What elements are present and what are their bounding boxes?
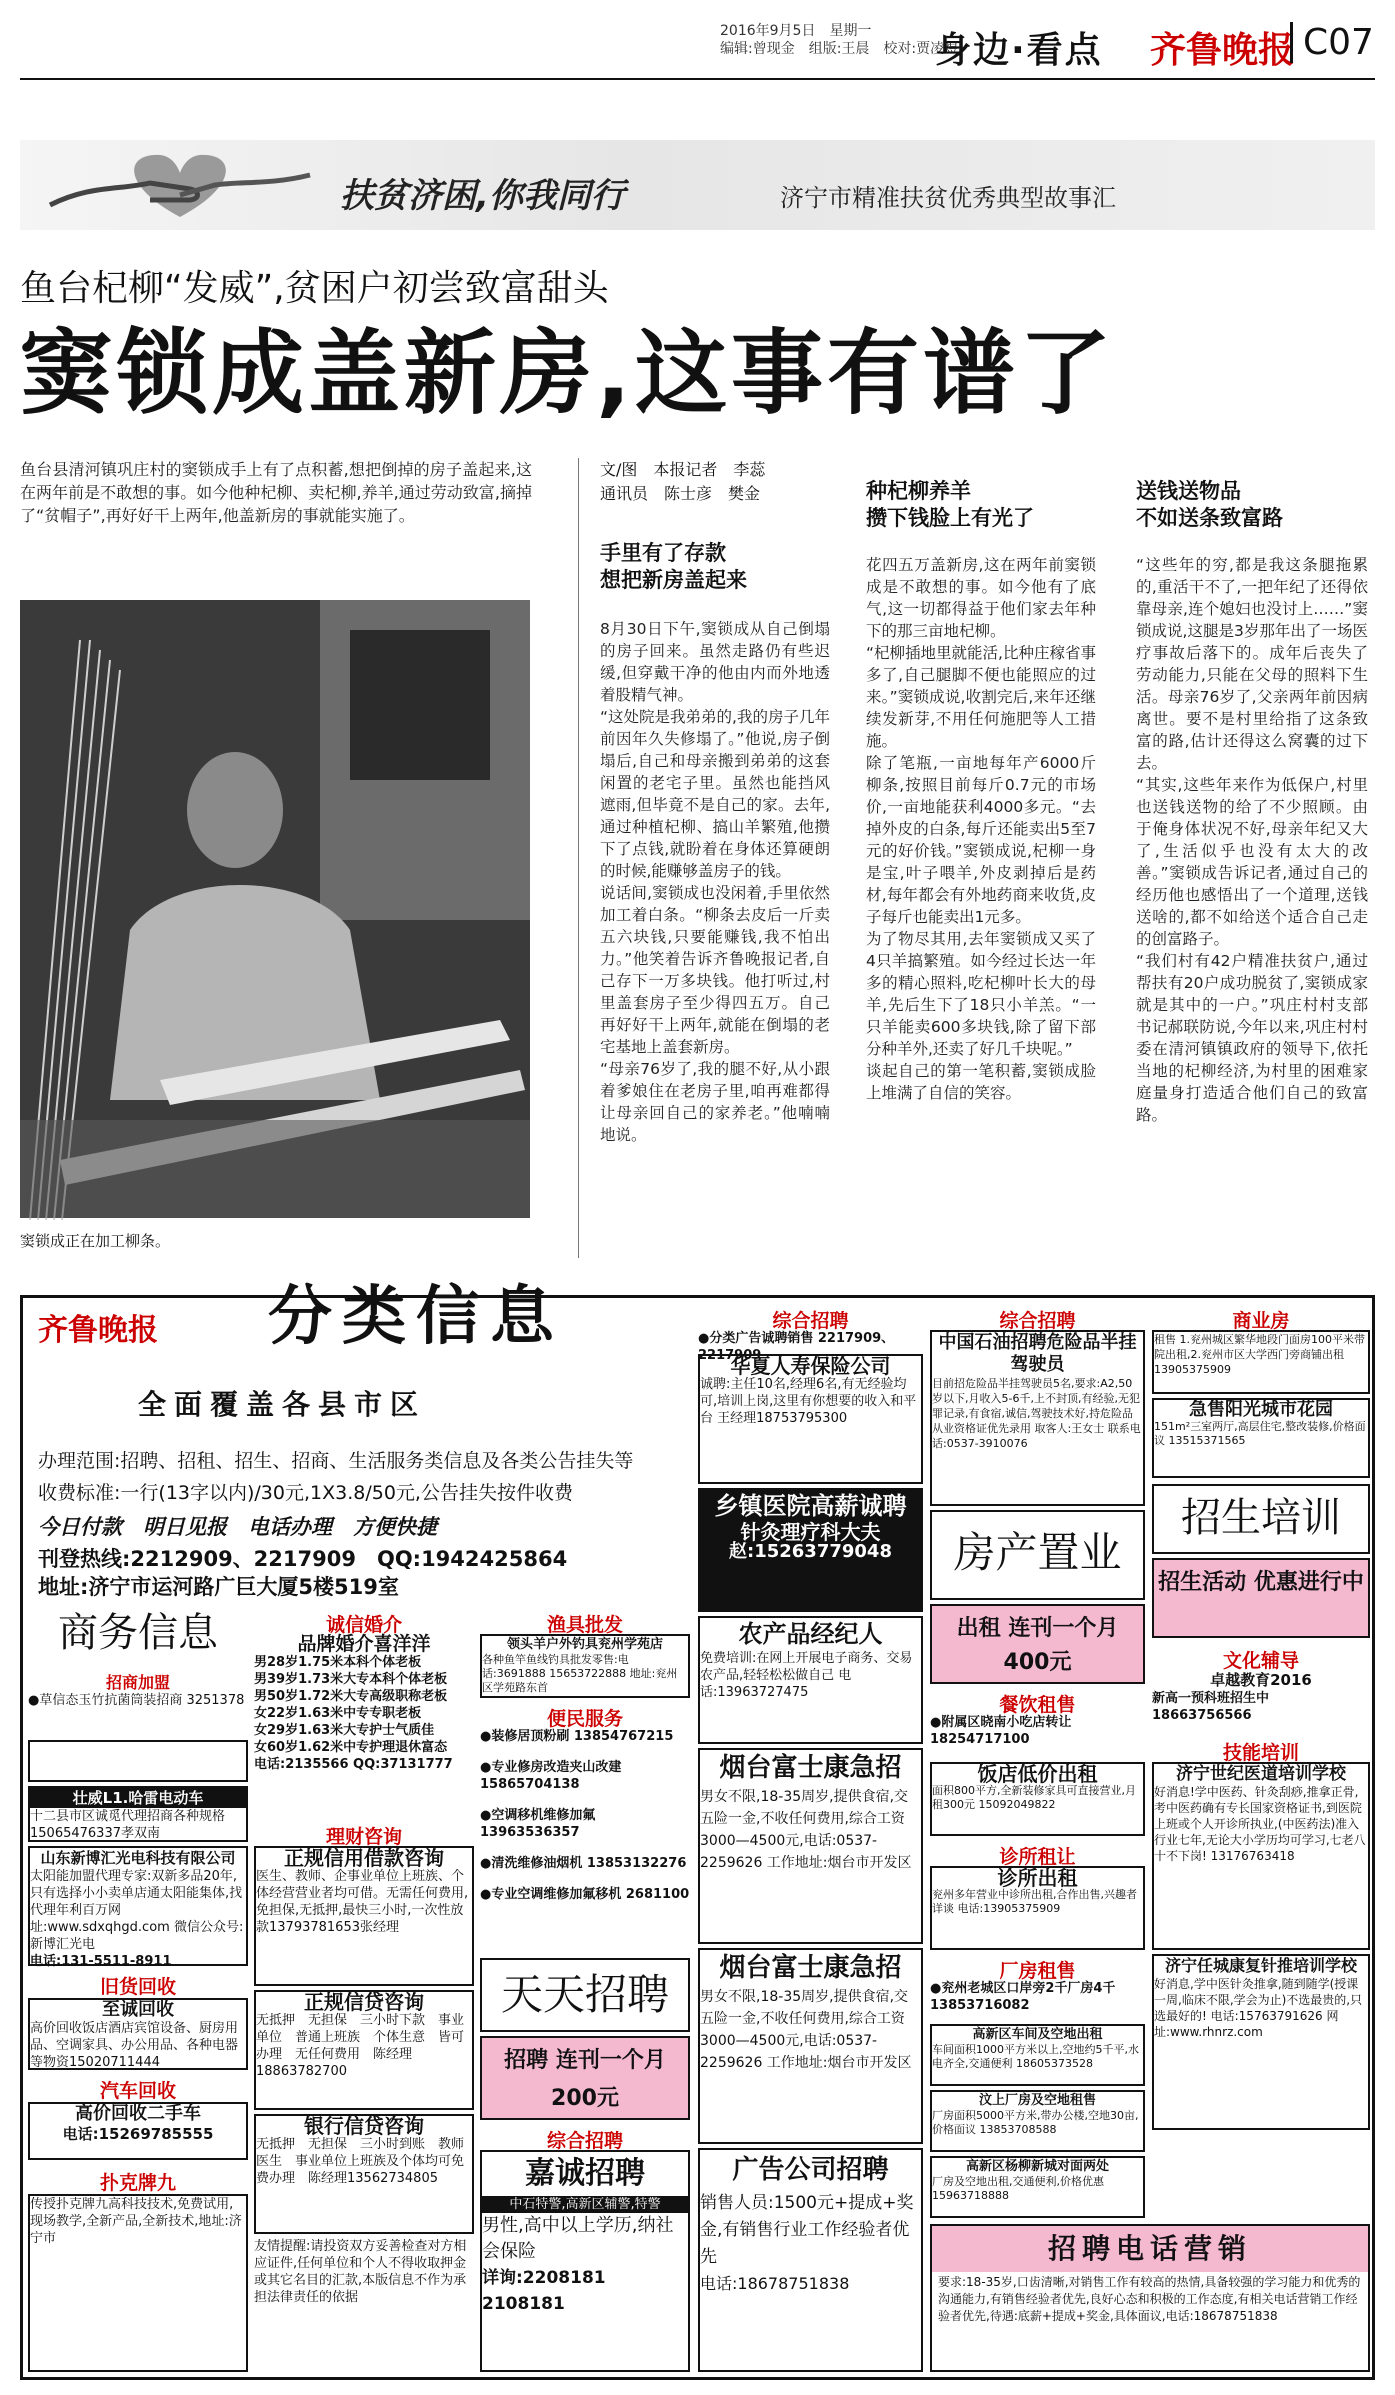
restaurant-rent-text: 面积800平方,全新装修家具可直接营业,月租300元 15092049822 (932, 1784, 1136, 1811)
handshake-heart-icon (30, 145, 330, 225)
column-divider (578, 458, 579, 1258)
jiacheng-text: 男性,高中以上学历,纳社会保险 (482, 2215, 674, 2262)
classifieds-masthead (28, 1280, 693, 1603)
telemarketing-ad (930, 2224, 1370, 2372)
classifieds-scope: 办理范围:招聘、招租、招生、招商、生活服务类信息及各类公告挂失等 (38, 1450, 634, 1472)
training-offer (1152, 1558, 1370, 1638)
solar-ad (28, 1846, 248, 1969)
telemarketing-text: 要求:18-35岁,口齿清晰,对销售工作有较高的热情,具备较强的学习能力和优秀的沟通能力,有销售经验者优先,良好心态和积极的工作态度,有相关电话营销工作经验者优先,待遇:底薪+提成+奖金,具体面议,电话:18678751838 (938, 2275, 1361, 2323)
farm-broker-title: 农产品经纪人 (738, 1620, 883, 1648)
matchmaking-ad (254, 1634, 474, 1818)
daily-recruit-offer (480, 2036, 690, 2120)
convenience-header: 便民服务 (546, 1708, 623, 1730)
foxconn-ad-2 (698, 1948, 923, 2144)
matchmaking-item: 女22岁1.63米中专专职老板 (254, 1706, 422, 1721)
fishing-gear-ad (480, 1634, 690, 1698)
medical-school-ad-1 (1152, 1762, 1370, 1950)
loan-ad-3-text: 无抵押 无担保 三小时到账 教师 医生 事业单位上班族及个体均可免费办理 陈经理13562734805 (256, 2137, 478, 2186)
section-title: 身边·看点 (935, 30, 1103, 71)
convenience-list (480, 1728, 690, 1954)
photo-caption: 窦锁成正在加工柳条。 (20, 1232, 171, 1250)
factory-3-text: 厂房及空地出租,交通便利,价格优惠 15963718888 (932, 2175, 1104, 2202)
sinopec-title: 中国石油招聘危险品半挂驾驶员 (938, 1332, 1137, 1375)
classifieds-price: 收费标准:一行(13字以内)/30元,1X3.8/50元,公告挂失按件收费 (38, 1482, 573, 1504)
realty-box (930, 1510, 1145, 1600)
clinic-ad (930, 1866, 1145, 1950)
factory-1-text: 车间面积1000平方米以上,空地约5千平,水电齐全,交通便利 18605373528 (932, 2043, 1139, 2070)
loan-warning: 友情提醒:请投资双方妥善检查对方相应证件,任何单位和个人不得收取押金或其它名目的汇款,本版信息不作为承担法律责任的依据 (254, 2239, 467, 2305)
sinopec-ad (930, 1330, 1145, 1506)
factory-ad-1 (930, 2024, 1145, 2086)
article-kicker: 鱼台杞柳“发威”,贫困户初尝致富甜头 (20, 268, 609, 309)
article-column-2: 花四五万盖新房,这在两年前窦锁成是不敢想的事。如今他有了底气,这一切都得益于他们家去年种下的那三亩地杞柳。 “杞柳插地里就能活,比种庄稼省事多了,自己腿脚不便也能照应的过来。”窦锁成说,收割完后,来年还继续发新芽,不用任何施肥等人工措施。 除了笔瓶,一亩地每年产6000斤柳条,按照目前每斤0.7元的市场价,一亩地能获利4000多元。“去掉外皮的白条,每斤还能卖出5至7元的好价钱。”窦锁成说,杞柳一身是宝,叶子喂羊,外皮剥掉后是药材,每年都会有外地药商来收货,皮子每斤也能卖出1元多。 为了物尽其用,去年窦锁成又买了4只羊搞繁殖。如今经过长达一年多的精心照料,吃杞柳叶长大的母羊,先后生下了18只小羊羔。“一只羊能卖600多块钱,除了留下部分种羊外,还卖了好几千块呢。” 谈起自己的第一笔积蓄,窦锁成脸上堆满了自信的笑容。 (866, 556, 1096, 1102)
subhead-2: 种杞柳养羊 攒下钱脸上有光了 (866, 479, 1034, 530)
huaxia-title: 华夏人寿保险公司 (730, 1354, 891, 1378)
jiacheng-title: 嘉诚招聘 (525, 2156, 645, 2191)
man-weaving-photo-icon (20, 600, 530, 1218)
medical-school-2-title: 济宁任城康复针推培训学校 (1164, 1956, 1357, 1975)
commercial-ad: 租售 1.兖州城区繁华地段门面房100平米带院出租,2.兖州市区大学西门旁商铺出租 13905375909 (1152, 1330, 1370, 1394)
factory-ad: ●兖州老城区口岸旁2千厂房4千 13853716082 (930, 1981, 1116, 2013)
medical-school-1-text: 好消息!学中医药、针灸刮痧,推拿正骨,考中医药确有专长国家资格证书,到医院上班或个人开诊所执业,(中医药法)准入行业七年,无论大小学历均可学习,七老八十不下岗! 13176763418 (1154, 1785, 1366, 1863)
medical-school-1-title: 济宁世纪医道培训学校 (1176, 1764, 1346, 1784)
rent-offer-text: 出租 连刊一个月 400元 (956, 1616, 1119, 1675)
jiacheng-sub: 中石特警,高新区辅警,特警 (482, 2196, 688, 2213)
loan-ad-2-title: 正规信贷咨询 (304, 1990, 424, 2014)
sunshine-city-ad (1152, 1398, 1370, 1478)
recycle-title: 至诚回收 (102, 1999, 174, 2020)
finance-header: 理财咨询 (325, 1826, 402, 1848)
medical-school-2-text: 好消息,学中医针灸推拿,随到随学(授课一周,临床不限,学会为止)不选最贵的,只选最好的! 电话:15763791626 网址:www.rhnrz.com (1154, 1977, 1363, 2039)
skill-header: 技能培训 (1222, 1742, 1299, 1764)
banner-subtitle: 济宁市精准扶贫优秀典型故事汇 (780, 184, 1116, 212)
ad-company-ad (698, 2148, 923, 2372)
restaurant-rent-ad (930, 1762, 1145, 1836)
recycle-text: 高价回收饭店酒店宾馆设备、厨房用品、空调家具、办公用品、各种电器等物资15020711444 (30, 2021, 239, 2070)
article-column-1: 8月30日下午,窦锁成从自己倒塌的房子回来。虽然走路仍有些迟缓,但穿戴干净的他由内而外地透着股精气神。 “这处院是我弟弟的,我的房子几年前因年久失修塌了。”他说,房子倒塌后,自己和母亲搬到弟弟的这套闲置的老宅子里。虽然也能挡风遮雨,但毕竟不是自己的家。去年,通过种植杞柳、搞山羊繁殖,他攒下了点钱,就盼着在身体还算硬朗的时候,能赚够盖房子的钱。 说话间,窦锁成也没闲着,手里依然加工着白条。“柳条去皮后一斤卖五六块钱,只要能赚钱,我不怕出力。”他笑着告诉齐鲁晚报记者,自己存下一万多块钱。他打听过,村里盖套房子至少得四五万。自己再好好干上两年,就能在倒塌的老宅基地上盖套新房。 “母亲76岁了,我的腿不好,从小跟着爹娘住在老房子里,咱再难都得让母亲回自己的家养老。”他喃喃地说。 (600, 620, 830, 1144)
subhead-1: 手里有了存款 想把新房盖起来 (600, 541, 747, 592)
zhuoyue-text: 新高一预科班招生中 18663756566 (1152, 1691, 1270, 1723)
matchmaking-item: 男28岁1.75米本科个体老板 (254, 1655, 422, 1670)
training-box (1152, 1484, 1370, 1554)
biz-join-header: 招商加盟 (105, 1673, 170, 1692)
foxconn-2-text: 男女不限,18-35周岁,提供食宿,交五险一金,不收任何费用,综合工资3000—4500元,电话:0537-2259626 工作地址:烟台市开发区 (700, 1989, 912, 2071)
car-text: 高价回收二手车 (75, 2103, 201, 2124)
matchmaking-item: 男39岁1.73米大专本科个体老板 (254, 1672, 448, 1687)
jiacheng-phone: 详询:2208181 2108181 (482, 2268, 606, 2314)
recycle-header: 旧货回收 (99, 1976, 176, 1998)
restaurant-rent-title: 饭店低价出租 (977, 1762, 1098, 1786)
sunshine-city-title: 急售阳光城市花园 (1189, 1399, 1333, 1420)
biz-join-ad-2 (28, 1740, 248, 1782)
general-recruit-header-a: 综合招聘 (772, 1310, 849, 1332)
daily-recruit-title: 天天招聘 (500, 1970, 669, 2019)
classifieds-title: 分类信息 (268, 1280, 564, 1354)
poker-header: 扑克牌九 (99, 2172, 176, 2194)
matchmaking-title: 品牌婚介喜洋洋 (297, 1633, 431, 1655)
loan-ad-1-text: 医生、教师、企事业单位上班族、个体经营营业者均可借。无需任何费用,免担保,无抵押,最快三小时,一次性放款13793781653张经理 (256, 1869, 469, 1935)
loan-ad-2-text: 无抵押 无担保 三小时下款 事业单位 普通上班族 个体生意 皆可办理 无任何费用 陈经理18863782700 (256, 2013, 465, 2079)
car-phone: 电话:15269785555 (62, 2125, 214, 2143)
article-photo (20, 600, 530, 1218)
classifieds-logo: 齐鲁晚报 (38, 1313, 158, 1348)
convenience-item: ●清洗维修油烟机 13853132276 (480, 1856, 687, 1871)
solar-text: 太阳能加盟代理专家:双新多品20年,只有选择小小卖单店通太阳能集体,找代理年利百万网址:www.sdxqhgd.com 微信公众号:新博汇光电 (30, 1869, 244, 1952)
poker-ad: 传授扑克牌九高科技技术,免费试用,现场教学,全新产品,全新技术,地址:济宁市 (28, 2194, 248, 2372)
date-line: 2016年9月5日 星期一 (720, 23, 872, 39)
daily-recruit-box (480, 1958, 690, 2032)
matchmaking-item: 女60岁1.62米中专护理退休富态 (254, 1740, 448, 1755)
banner-title: 扶贫济困,你我同行 (340, 176, 625, 216)
biz-title: 商务信息 (58, 1610, 218, 1656)
convenience-item: ●空调移机维修加氟 13963536357 (480, 1808, 596, 1840)
fishing-gear-title: 领头羊户外钓具兖州学苑店 (506, 1637, 663, 1652)
matchmaking-header: 诚信婚介 (325, 1614, 402, 1636)
factory-3-title: 高新区杨柳新城对面两处 (965, 2159, 1109, 2174)
clinic-header: 诊所租让 (999, 1846, 1076, 1868)
classifieds-phone: 刊登热线:2212909、2217909 QQ:1942425864 (38, 1547, 568, 1571)
factory-ad-2 (930, 2090, 1145, 2152)
loan-ad-3 (254, 2114, 478, 2234)
matchmaking-item: 女29岁1.63米大专护士气质佳 (254, 1723, 435, 1738)
ad-company-title: 广告公司招聘 (732, 2155, 889, 2185)
zhuoyue-title: 卓越教育2016 (1210, 1671, 1312, 1689)
farm-broker-ad (698, 1616, 923, 1744)
article-lead: 鱼台县清河镇巩庄村的窦锁成手上有了点积蓄,想把倒掉的房子盖起来,这在两年前是不敢想的事。如今他种杞柳、卖杞柳,养羊,通过劳动致富,摘掉了“贫帽子”,再好好干上两年,他盖新房的事就能实施了。 (20, 460, 532, 525)
clinic-text: 兖州多年营业中诊所出租,合作出售,兴趣者详谈 电话:13905375909 (932, 1888, 1137, 1915)
classifieds-motto: 今日付款 明日见报 电话办理 方便快捷 (38, 1515, 437, 1539)
factory-2-text: 厂房面积5000平方米,带办公楼,空地30亩,价格面议 13853708588 (932, 2109, 1139, 2136)
foxconn-1-text: 男女不限,18-35周岁,提供食宿,交五险一金,不收任何费用,综合工资3000—4500元,电话:0537-2259626 工作地址:烟台市开发区 (700, 1789, 912, 1871)
jiacheng-ad (480, 2150, 690, 2372)
training-title: 招生培训 (1181, 1495, 1341, 1541)
hospital-phone: 赵:15263779048 (729, 1541, 892, 1562)
huaxia-ad (698, 1354, 923, 1484)
telemarketing-title: 招聘电话营销 (932, 2226, 1368, 2272)
general-recruit-header-c: 综合招聘 (999, 1310, 1076, 1332)
daily-recruit-offer-text: 招聘 连刊一个月 200元 (504, 2048, 666, 2111)
convenience-item: ●专业空调维修加氟移机 2681100 (480, 1887, 690, 1902)
car-header: 汽车回收 (99, 2080, 176, 2102)
loan-ad-2 (254, 1990, 474, 2110)
article-column-3: “这些年的穷,都是我这条腿拖累的,重活干不了,一把年纪了还得依靠母亲,连个媳妇也没讨上……”窦锁成说,这腿是3岁那年出了一场医疗事故后落下的。成年后丧失了劳动能力,只能在父母的照料下生活。母亲76岁了,父亲两年前因病离世。要不是村里给指了这条致富的路,估计还得这么窝囊的过下去。 “其实,这些年来作为低保户,村里也送钱送物的给了不少照顾。由于俺身体状况不好,母亲年纪又大了,生活似乎也没有太大的改善。”窦锁成告诉记者,通过自己的经历他也感悟出了一个道理,送钱送啥的,都不如给送个适合自己走的创富路子。 “我们村有42户精准扶贫户,通过帮扶有20户成功脱贫了,窦锁成家就是其中的一户。”巩庄村村支部书记郝联防说,今年以来,巩庄村村委在清河镇镇政府的领导下,依托当地的杞柳经济,为村里的困难家庭量身打造适合他们自己的致富路。 (1136, 556, 1368, 1124)
subhead-3: 送钱送物品 不如送条致富路 (1136, 479, 1283, 530)
ad-company-text: 销售人员:1500元+提成+奖金,有销售行业工作经验者优先 (700, 2193, 914, 2267)
foxconn-2-title: 烟台富士康急招 (719, 1953, 902, 1983)
factory-ad-3 (930, 2156, 1145, 2218)
editors-line: 编辑:曾现金 组版:王晨 校对:贾凌煜 (720, 41, 959, 57)
huaxia-text: 诚聘:主任10名,经理6名,有无经验均可,培训上岗,这里有你想要的收入和平台 王经理18753795300 (700, 1377, 917, 1426)
header-rule (20, 78, 1375, 80)
training-offer-text: 招生活动 优惠进行中 (1158, 1570, 1364, 1595)
fishing-gear-text: 各种鱼竿鱼线钓具批发零售:电话:3691888 15653722888 地址:兖州区学苑路东首 (482, 1653, 678, 1694)
newspaper-brand: 齐鲁晚报 (1150, 29, 1295, 71)
solar-phone: 电话:131-5511-8911 (30, 1954, 172, 1969)
matchmaking-phone: 电话:2135566 QQ:37131777 (254, 1757, 453, 1772)
commercial-header: 商业房 (1232, 1310, 1290, 1332)
factory-1-title: 高新区车间及空地出租 (972, 2027, 1103, 2042)
catering-ad: ●附属区晓南小吃店转让 18254717100 (930, 1715, 1072, 1747)
byline-correspondent: 通讯员 陈士彦 樊金 (600, 484, 761, 503)
byline-author: 文/图 本报记者 李蕊 (600, 460, 766, 479)
factory-2-title: 汶上厂房及空地租售 (978, 2093, 1096, 2108)
biz-join-ad: ●草信态玉竹抗菌筒装招商 3251378 (28, 1693, 245, 1708)
ebike-text: 十二县市区诚觅代理招商各种规格15065476337孝双南 (30, 1809, 226, 1841)
catering-header: 餐饮租售 (999, 1694, 1076, 1716)
sunshine-city-text: 151m²三室两厅,高层住宅,整改装修,价格面议 13515371565 (1154, 1420, 1366, 1447)
fishing-gear-header: 渔具批发 (546, 1614, 623, 1636)
header-date-block (720, 22, 958, 58)
car-ad (28, 2102, 248, 2160)
hospital-ad (698, 1488, 923, 1612)
ad-company-phone: 电话:18678751838 (700, 2274, 850, 2293)
clinic-title: 诊所出租 (997, 1866, 1078, 1890)
classifieds-address: 地址:济宁市运河路广巨大厦5楼519室 (38, 1575, 399, 1599)
page-number: C07 (1290, 22, 1374, 63)
foxconn-ad-1 (698, 1748, 923, 1944)
ebike-ad (28, 1786, 248, 1842)
classifieds-cover: 全面覆盖各县市区 (138, 1388, 427, 1421)
convenience-item: ●专业修房改造夹山改建 15865704138 (480, 1760, 622, 1792)
hospital-text: 针灸理疗科大夫 (740, 1520, 881, 1544)
sinopec-text: 目前招危险品半挂驾驶员5名,要求:A2,50岁以下,月收入5-6千,上不封顶,有经验,无犯罪记录,有食宿,诚信,驾驶技术好,持危险品从业资格证优先录用 取客人:王女士 联系电话:0537-3910076 (932, 1377, 1141, 1450)
culture-header: 文化辅导 (1222, 1650, 1299, 1672)
byline (600, 458, 765, 506)
matchmaking-item: 男50岁1.72米大专高级职称老板 (254, 1689, 448, 1704)
convenience-item: ●装修居顶粉刷 13854767215 (480, 1729, 674, 1744)
solar-title: 山东新博汇光电科技有限公司 (40, 1849, 236, 1867)
ebike-title: 壮威L1.哈雷电动车 (30, 1788, 246, 1808)
article-headline: 窦锁成盖新房,这事有谱了 (20, 320, 1115, 427)
factory-header: 厂房租售 (999, 1960, 1076, 1982)
loan-ad-1-title: 正规信用借款咨询 (284, 1846, 444, 1870)
biz-title-box (28, 1608, 248, 1668)
general-recruit-header-b: 综合招聘 (546, 2130, 623, 2152)
hospital-title: 乡镇医院高薪诚聘 (714, 1492, 907, 1520)
loan-ad-3-title: 银行信贷咨询 (304, 2114, 424, 2138)
rent-offer (930, 1604, 1145, 1684)
medical-school-ad-2 (1152, 1954, 1370, 2130)
classified-sales-recruit: ●分类广告诚聘销售 2217909、2217909 (698, 1331, 895, 1363)
realty-title: 房产置业 (953, 1528, 1122, 1577)
farm-broker-text: 免费培训:在网上开展电子商务、交易农产品,轻轻松松做自己 电话:13963727475 (700, 1651, 913, 1700)
recycle-ad (28, 1998, 248, 2070)
zhuoyue-ad (1152, 1670, 1370, 1734)
foxconn-1-title: 烟台富士康急招 (719, 1753, 902, 1783)
loan-ad-1 (254, 1846, 474, 1986)
